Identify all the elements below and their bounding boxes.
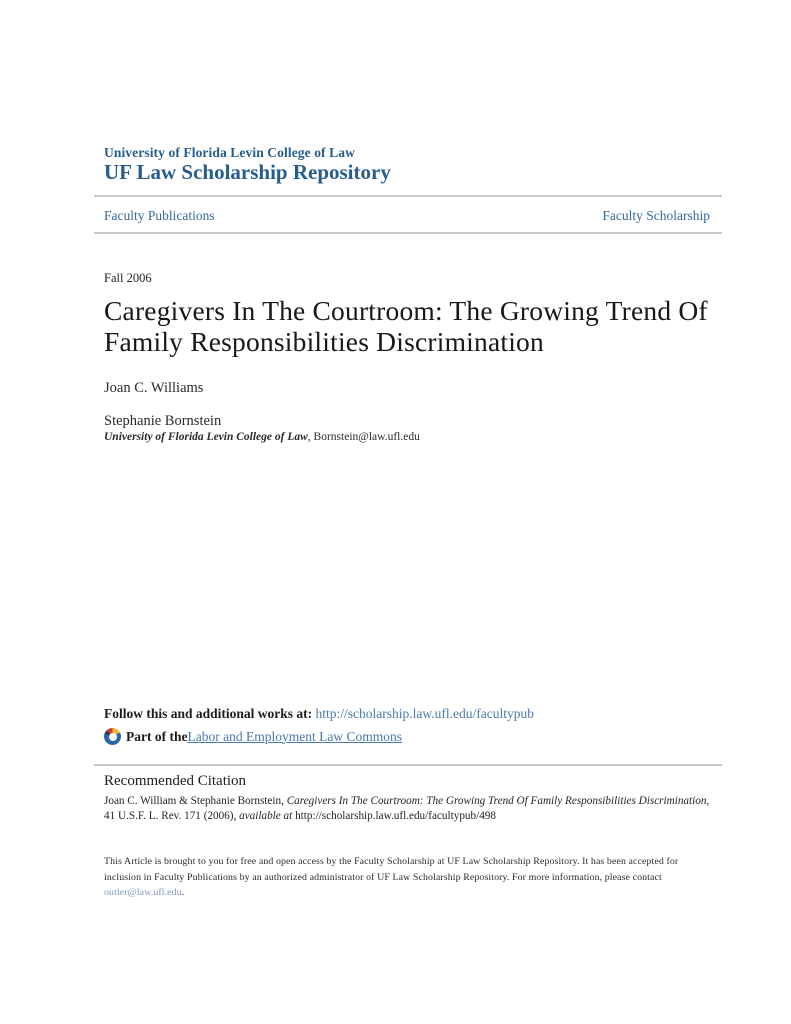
- nav-faculty-publications[interactable]: Faculty Publications: [104, 208, 215, 223]
- follow-works-line: [104, 706, 710, 722]
- institution-name: University of Florida Levin College of Law: [104, 145, 355, 160]
- citation-available-at: available at: [239, 810, 293, 822]
- citation-text: [104, 794, 710, 824]
- repository-title: UF Law Scholarship Repository: [104, 160, 391, 184]
- season-label: Fall 2006: [104, 271, 152, 285]
- part-of-line: [104, 728, 710, 745]
- commons-link[interactable]: Labor and Employment Law Commons: [187, 728, 402, 744]
- page-content: [94, 0, 722, 1024]
- citation-heading: Recommended Citation: [104, 773, 247, 789]
- author-name-2: Stephanie Bornstein: [104, 413, 222, 429]
- follow-works-label: Follow this and additional works at:: [104, 706, 316, 721]
- author-affiliation: University of Florida Levin College of Law: [104, 431, 308, 443]
- article-title: Caregivers In The Courtroom: The Growing Trend Of Family Responsibilities Discrimination: [104, 295, 708, 357]
- citation-url: http://scholarship.law.ufl.edu/facultypub/498: [292, 810, 496, 822]
- divider-rule-top: [94, 195, 722, 197]
- divider-rule-nav: [94, 232, 722, 234]
- digital-commons-network-icon: [104, 728, 121, 745]
- author-affiliation-line: [104, 431, 710, 443]
- citation-reporter: , 41 U.S.F. L. Rev. 171 (2006),: [104, 795, 710, 822]
- nav-faculty-scholarship[interactable]: Faculty Scholarship: [602, 208, 710, 223]
- part-of-label: Part of the: [126, 728, 188, 744]
- author-name-1: Joan C. Williams: [104, 380, 204, 396]
- contact-email-link[interactable]: outler@law.ufl.edu: [104, 887, 182, 898]
- follow-works-link[interactable]: http://scholarship.law.ufl.edu/facultypub: [315, 706, 534, 721]
- footer-note-text: This Article is brought to you for free and open access by the Faculty Scholarship at UF Law Scholarship Repository. It has been accepted for inclusion in Faculty Publications by an authorized administrator of UF Law Scholarship Repository. For more information, please contact: [104, 856, 679, 883]
- divider-rule-citation: [94, 764, 722, 766]
- footer-note-period: .: [181, 887, 185, 898]
- author-email: , Bornstein@law.ufl.edu: [307, 431, 420, 443]
- nav-row: [104, 208, 710, 224]
- citation-article-title: Caregivers In The Courtroom: The Growing Trend Of Family Responsibilities Discrimination: [286, 795, 707, 807]
- citation-authors: Joan C. William & Stephanie Bornstein,: [104, 795, 287, 807]
- footer-note: [104, 854, 710, 901]
